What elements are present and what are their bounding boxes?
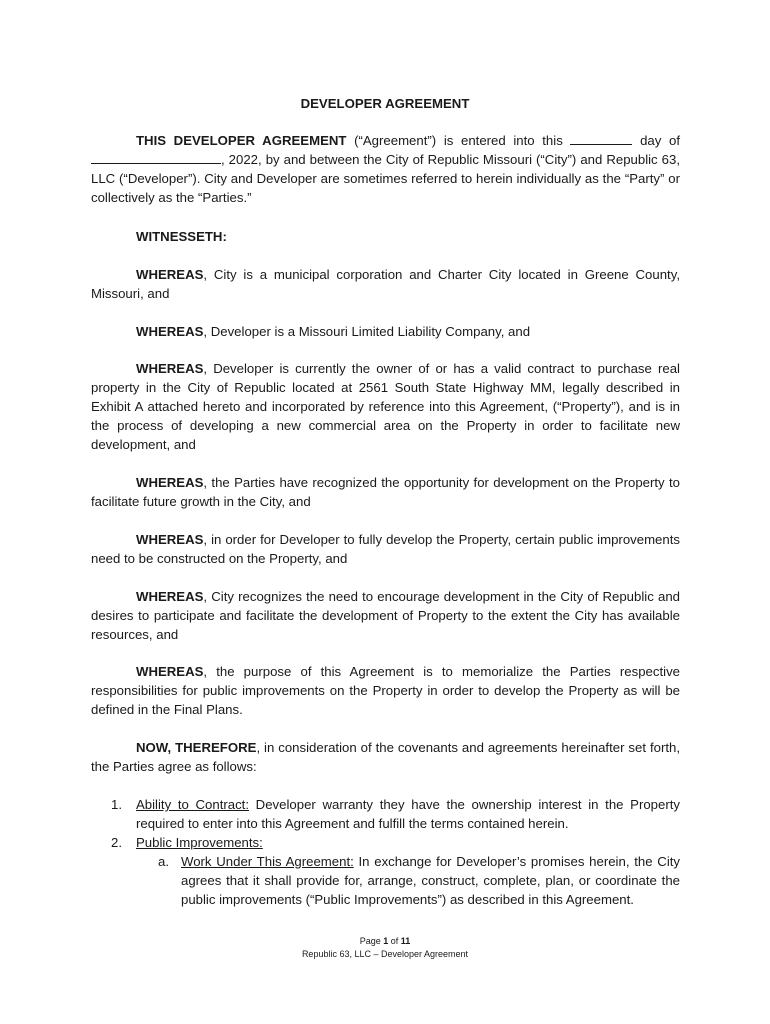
document-title: DEVELOPER AGREEMENT <box>300 96 470 111</box>
page-number: Page 1 of 11 <box>359 936 411 946</box>
month-blank <box>91 150 221 164</box>
whereas-paragraph: WHEREAS, the purpose of this Agreement is to memorialize the Parties respective responsibilities for public improvements on the Property in order to develop the Property as will be defined in the Final Plans. <box>91 664 680 717</box>
whereas-paragraph: WHEREAS, Developer is currently the owner of or has a valid contract to purchase real property in the City of Republic located at 2561 South State Highway MM, legally described in Exhibit A attached hereto and incorporated by reference into this Agreement, (“Property”), and is in the process of developing a new commercial area on the Property in order to facilitate new development, and <box>91 361 680 452</box>
intro-paragraph: THIS DEVELOPER AGREEMENT (“Agreement”) is entered into this day of , 2022, by and between the City of Republic Missouri (“City”) and Republic 63, LLC (“Developer”). City and Developer are sometimes referred to herein individually as the “Party” or collectively as the “Parties.” <box>91 133 681 205</box>
whereas-paragraph: WHEREAS, the Parties have recognized the opportunity for development on the Property to facilitate future growth in the City, and <box>91 475 680 509</box>
item-heading: Public Improvements: <box>136 835 263 850</box>
sub-list-item: a. Work Under This Agreement: In exchange for Developer’s promises herein, the City agrees that it shall provide for, arrange, construct, complete, plan, or coordinate the public improvements (“Public Improvements”) as described in this Agreement. <box>158 854 681 907</box>
whereas-paragraph: WHEREAS, City is a municipal corporation and Charter City located in Greene County, Missouri, and <box>91 267 680 301</box>
whereas-paragraph: WHEREAS, in order for Developer to fully develop the Property, certain public improvements need to be constructed on the Property, and <box>91 532 680 566</box>
now-therefore-paragraph: NOW, THEREFORE, in consideration of the covenants and agreements hereinafter set forth, the Parties agree as follows: <box>91 740 680 774</box>
whereas-paragraph: WHEREAS, Developer is a Missouri Limited Liability Company, and <box>136 324 531 339</box>
list-item: 1. Ability to Contract: Developer warranty they have the ownership interest in the Property required to enter into this Agreement and fulfill the terms contained herein. <box>111 797 680 831</box>
intro-lead: THIS DEVELOPER AGREEMENT <box>136 133 347 148</box>
sub-item-heading: Work Under This Agreement: <box>181 854 354 869</box>
footer-doc-title: Republic 63, LLC – Developer Agreement <box>301 949 469 959</box>
list-item: 2. Public Improvements: <box>111 835 263 850</box>
day-blank <box>570 131 632 145</box>
item-heading: Ability to Contract: <box>136 797 250 812</box>
witnesseth-heading: WITNESSETH: <box>136 229 227 244</box>
whereas-paragraph: WHEREAS, City recognizes the need to encourage development in the City of Republic and desires to participate and facilitate the development of Property to the extent the City has available resources, and <box>91 589 680 642</box>
